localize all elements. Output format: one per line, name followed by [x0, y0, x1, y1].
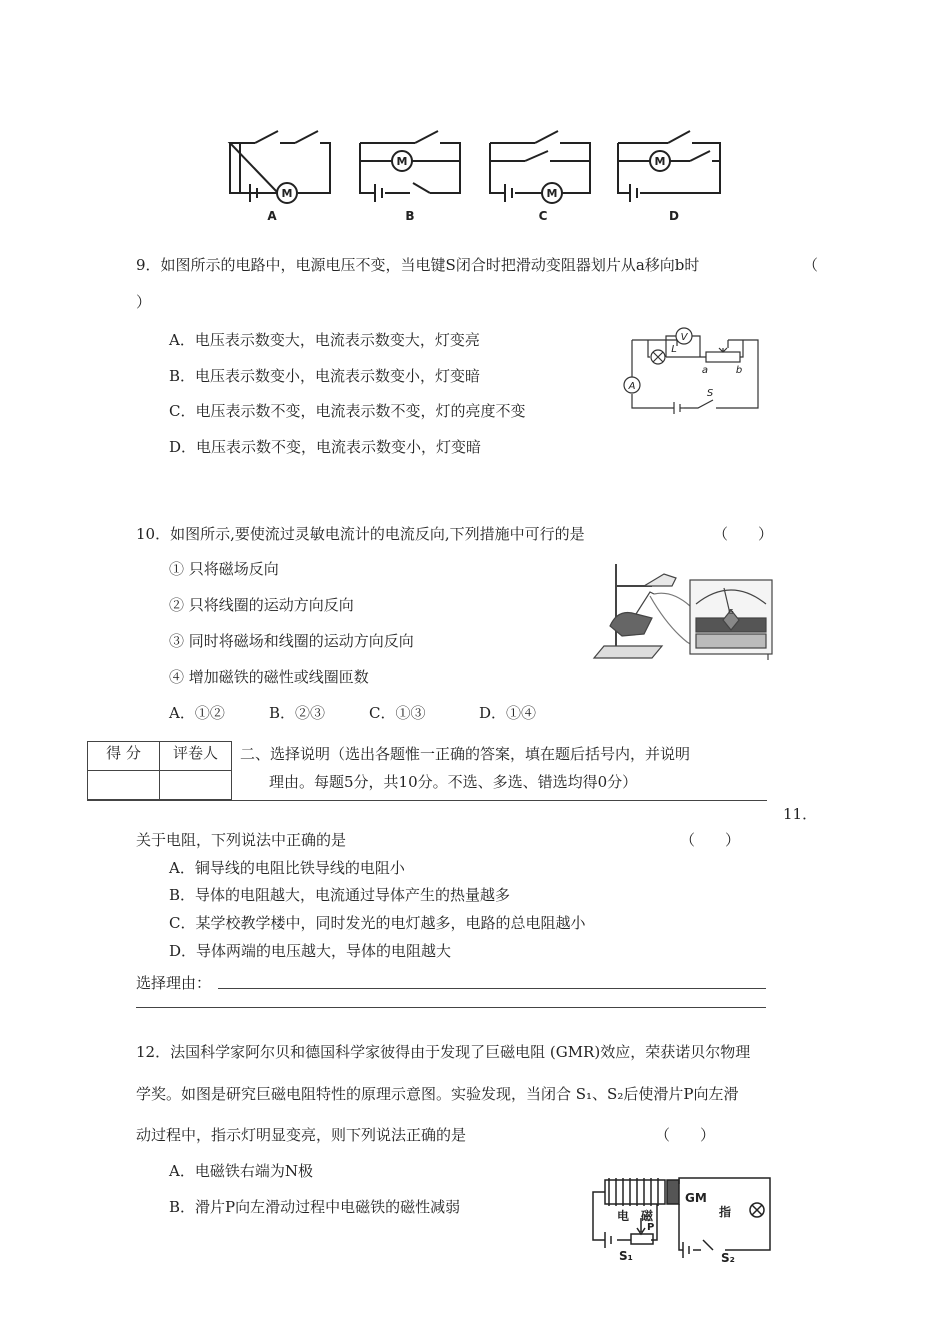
section2-instructions-line2: 理由。每题5分，共10分。不选、多选、错选均得0分） — [269, 773, 638, 791]
q12-fig-indicator-label: 指 — [719, 1205, 732, 1219]
grader-header: 评卷人 — [160, 742, 232, 771]
score-table — [87, 741, 232, 800]
q9-option-c: C．电压表示数不变，电流表示数不变，灯的亮度不变 — [169, 402, 526, 420]
q12-stem-line1: 12．法国科学家阿尔贝和德国科学家彼得由于发现了巨磁电阻 (GMR)效应，荣获诺贝尔物理 — [136, 1043, 751, 1061]
q11-reason-line-2[interactable] — [136, 1007, 766, 1008]
q11-option-b: B．导体的电阻越大，电流通过导体产生的热量越多 — [169, 886, 511, 904]
q9-fig-v: V — [680, 332, 688, 343]
score-header: 得 分 — [88, 742, 160, 771]
q11-option-d: D．导体两端的电压越大，导体的电阻越大 — [169, 942, 452, 960]
q10-choice-d: D．①④ — [479, 704, 537, 722]
q12-option-a: A．电磁铁右端为N极 — [169, 1162, 313, 1180]
q10-choice-c: C．①③ — [369, 704, 426, 722]
q10-fig-g: G — [728, 608, 734, 616]
q9-fig-l: L — [671, 344, 677, 355]
q10-galvanometer-figure — [592, 556, 782, 664]
grader-cell — [160, 771, 232, 800]
q9-option-a: A．电压表示数变大，电流表示数变大，灯变亮 — [169, 331, 480, 349]
motor-symbol-c: M — [546, 187, 558, 200]
q11-reason-line-1[interactable] — [218, 988, 766, 989]
q12-paren: （ ） — [655, 1126, 716, 1144]
q12-stem-line3: 动过程中，指示灯明显变亮，则下列说法正确的是 — [136, 1126, 467, 1144]
q10-paren: （ ） — [713, 525, 774, 543]
q11-number: 11． — [783, 805, 818, 823]
q9-option-d: D．电压表示数不变，电流表示数变小，灯变暗 — [169, 438, 482, 456]
q10-choice-b: B．②③ — [269, 704, 326, 722]
circuit-label-c: C — [538, 209, 548, 223]
circuit-c — [490, 131, 590, 203]
q11-reason-label: 选择理由： — [136, 974, 212, 992]
q12-fig-gm-label: GM — [685, 1191, 707, 1205]
q12-option-b: B．滑片P向左滑动过程中电磁铁的磁性减弱 — [169, 1198, 461, 1216]
q12-gmr-figure — [585, 1170, 775, 1265]
q9-paren-close: ） — [136, 293, 152, 311]
q12-fig-s1-label: S₁ — [619, 1249, 633, 1263]
section-divider — [87, 800, 767, 801]
circuit-label-b: B — [405, 209, 415, 223]
q9-circuit-figure — [618, 322, 768, 414]
score-cell — [88, 771, 160, 800]
q9-fig-point-a: a — [701, 365, 709, 376]
q10-item-1: ① 只将磁场反向 — [169, 560, 279, 578]
motor-symbol-b: M — [396, 155, 408, 168]
q10-item-3: ③ 同时将磁场和线圈的运动方向反向 — [169, 632, 414, 650]
q9-stem: 9．如图所示的电路中，电源电压不变，当电键S闭合时把滑动变阻器划片从a移向b时 — [136, 256, 700, 274]
q10-choice-a: A．①② — [169, 704, 225, 722]
circuit-label-a: A — [267, 209, 277, 223]
q12-fig-electromagnet-label: 电 磁 — [617, 1209, 654, 1223]
q10-stem: 10．如图所示,要使流过灵敏电流计的电流反向,下列措施中可行的是 — [136, 525, 585, 543]
q12-stem-line2: 学奖。如图是研究巨磁电阻特性的原理示意图。实验发现，当闭合 S₁、S₂后使滑片P向左滑 — [136, 1085, 739, 1103]
circuit-a — [230, 131, 330, 203]
circuit-d — [618, 131, 720, 202]
q11-paren: （ ） — [680, 831, 741, 849]
q12-fig-s2-label: S₂ — [721, 1251, 735, 1265]
circuit-b — [360, 131, 460, 202]
q11-option-a: A．铜导线的电阻比铁导线的电阻小 — [169, 859, 405, 877]
q12-fig-p-label: P — [647, 1222, 655, 1233]
q9-fig-a: A — [628, 381, 636, 392]
motor-circuit-options-figure — [220, 118, 740, 228]
section2-instructions-line1: 二、选择说明（选出各题惟一正确的答案，填在题后括号内，并说明 — [240, 745, 691, 763]
q9-option-b: B．电压表示数变小，电流表示数变小，灯变暗 — [169, 367, 481, 385]
motor-symbol-d: M — [654, 155, 666, 168]
q9-paren-open: （ — [803, 256, 819, 274]
motor-symbol-a: M — [281, 187, 293, 200]
q9-fig-point-b: b — [735, 365, 743, 376]
circuit-label-d: D — [669, 209, 679, 223]
q11-option-c: C．某学校教学楼中，同时发光的电灯越多，电路的总电阻越小 — [169, 914, 586, 932]
q9-fig-s: S — [706, 388, 714, 399]
q10-item-2: ② 只将线圈的运动方向反向 — [169, 596, 354, 614]
q11-stem: 关于电阻，下列说法中正确的是 — [136, 831, 347, 849]
q10-item-4: ④ 增加磁铁的磁性或线圈匝数 — [169, 668, 369, 686]
